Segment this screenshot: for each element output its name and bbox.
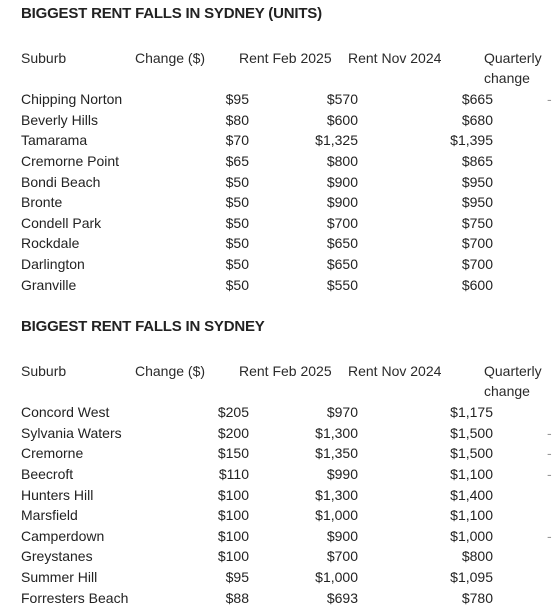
rent-nov-cell: $700 xyxy=(461,256,493,273)
change-cell: $50 xyxy=(225,214,249,231)
rent-nov-cell: $865 xyxy=(461,152,493,169)
change-cell: $150 xyxy=(217,445,249,462)
rent-nov-cell: $1,500 xyxy=(450,445,493,462)
rent-feb-cell: $600 xyxy=(326,111,358,128)
quarterly-change-cell: - xyxy=(547,527,552,544)
change-cell: $50 xyxy=(225,276,249,293)
table-row xyxy=(0,111,560,132)
suburb-cell: Granville xyxy=(21,276,77,293)
change-cell: $200 xyxy=(217,424,249,441)
rent-nov-cell: $680 xyxy=(461,111,493,128)
table-body xyxy=(0,403,560,609)
rent-nov-cell: $1,175 xyxy=(450,404,493,420)
column-header-rent-nov: Rent Nov 2024 xyxy=(348,363,442,379)
quarterly-header-line-1: Quarterly xyxy=(484,50,542,66)
rent-feb-cell: $550 xyxy=(326,276,358,293)
rent-feb-cell: $650 xyxy=(326,235,358,252)
suburb-cell: Bronte xyxy=(21,194,63,211)
rent-feb-cell: $1,000 xyxy=(315,507,358,524)
table-row xyxy=(0,131,560,152)
rent-feb-cell: $1,300 xyxy=(315,424,358,441)
suburb-cell: Forresters Beach xyxy=(21,589,129,606)
change-cell: $95 xyxy=(225,569,249,586)
quarterly-change-cell: - xyxy=(547,465,552,482)
rent-nov-cell: $950 xyxy=(461,194,493,211)
column-header-quarterly-change xyxy=(484,361,542,401)
rent-feb-cell: $700 xyxy=(326,548,358,565)
change-cell: $65 xyxy=(225,152,249,169)
table-row xyxy=(0,465,560,486)
suburb-cell: Camperdown xyxy=(21,527,105,544)
suburb-cell: Concord West xyxy=(21,404,110,420)
quarterly-change-cell: - xyxy=(547,424,552,441)
rent-nov-cell: $600 xyxy=(461,276,493,293)
rent-nov-cell: $1,095 xyxy=(450,569,493,586)
change-cell: $50 xyxy=(225,194,249,211)
rent-feb-cell: $1,300 xyxy=(315,486,358,503)
rent-nov-cell: $1,400 xyxy=(450,486,493,503)
rent-nov-cell: $780 xyxy=(461,589,493,606)
change-cell: $70 xyxy=(225,132,249,149)
rent-feb-cell: $900 xyxy=(326,527,358,544)
table-row xyxy=(0,506,560,527)
rent-feb-cell: $650 xyxy=(326,256,358,273)
rent-feb-cell: $970 xyxy=(326,404,358,420)
table-row xyxy=(0,214,560,235)
suburb-cell: Greystanes xyxy=(21,548,93,565)
table-row xyxy=(0,589,560,609)
column-header-quarterly-change xyxy=(484,48,542,88)
change-cell: $80 xyxy=(225,111,249,128)
suburb-cell: Cremorne xyxy=(21,445,84,462)
suburb-cell: Hunters Hill xyxy=(21,486,94,503)
table-row xyxy=(0,424,560,445)
change-cell: $100 xyxy=(217,486,249,503)
column-header-rent-feb: Rent Feb 2025 xyxy=(239,50,332,66)
suburb-cell: Chipping Norton xyxy=(21,91,123,107)
rent-nov-cell: $1,000 xyxy=(450,527,493,544)
rent-nov-cell: $1,100 xyxy=(450,507,493,524)
table-row xyxy=(0,234,560,255)
rent-feb-cell: $1,000 xyxy=(315,569,358,586)
suburb-cell: Beverly Hills xyxy=(21,111,99,128)
column-header-change: Change ($) xyxy=(135,50,206,66)
rent-feb-cell: $1,350 xyxy=(315,445,358,462)
table-row xyxy=(0,255,560,276)
quarterly-change-cell: - xyxy=(547,91,552,107)
rent-nov-cell: $700 xyxy=(461,235,493,252)
table-row xyxy=(0,568,560,589)
table-row xyxy=(0,193,560,214)
suburb-cell: Rockdale xyxy=(21,235,80,252)
table-row xyxy=(0,486,560,507)
rent-feb-cell: $1,325 xyxy=(315,132,358,149)
change-cell: $205 xyxy=(217,404,249,420)
change-cell: $50 xyxy=(225,173,249,190)
suburb-cell: Summer Hill xyxy=(21,569,98,586)
rent-feb-cell: $900 xyxy=(326,194,358,211)
change-cell: $100 xyxy=(217,548,249,565)
suburb-cell: Condell Park xyxy=(21,214,102,231)
section-heading: BIGGEST RENT FALLS IN SYDNEY xyxy=(21,318,265,335)
quarterly-header-line-2: change xyxy=(484,383,530,399)
table-row xyxy=(0,527,560,548)
table-row xyxy=(0,276,560,297)
quarterly-header-line-2: change xyxy=(484,70,530,86)
rent-nov-cell: $1,395 xyxy=(450,132,493,149)
rent-nov-cell: $950 xyxy=(461,173,493,190)
section-heading: BIGGEST RENT FALLS IN SYDNEY (UNITS) xyxy=(21,5,322,22)
change-cell: $100 xyxy=(217,527,249,544)
rent-nov-cell: $1,500 xyxy=(450,424,493,441)
rent-nov-cell: $750 xyxy=(461,214,493,231)
quarterly-header-line-1: Quarterly xyxy=(484,363,542,379)
suburb-cell: Cremorne Point xyxy=(21,152,120,169)
suburb-cell: Darlington xyxy=(21,256,85,273)
rent-feb-cell: $800 xyxy=(326,152,358,169)
suburb-cell: Marsfield xyxy=(21,507,78,524)
rent-feb-cell: $900 xyxy=(326,173,358,190)
table-row xyxy=(0,90,560,111)
change-cell: $50 xyxy=(225,256,249,273)
column-header-change: Change ($) xyxy=(135,363,206,379)
column-header-suburb: Suburb xyxy=(21,50,67,66)
suburb-cell: Sylvania Waters xyxy=(21,424,122,441)
rent-feb-cell: $990 xyxy=(326,465,358,482)
rent-nov-cell: $665 xyxy=(461,91,493,107)
column-header-rent-nov: Rent Nov 2024 xyxy=(348,50,442,66)
suburb-cell: Beecroft xyxy=(21,465,74,482)
quarterly-change-cell: - xyxy=(547,445,552,462)
rent-feb-cell: $570 xyxy=(326,91,358,107)
change-cell: $88 xyxy=(225,589,249,606)
rent-nov-cell: $800 xyxy=(461,548,493,565)
rent-feb-cell: $700 xyxy=(326,214,358,231)
change-cell: $50 xyxy=(225,235,249,252)
suburb-cell: Tamarama xyxy=(21,132,88,149)
table-row xyxy=(0,173,560,194)
change-cell: $100 xyxy=(217,507,249,524)
rent-feb-cell: $693 xyxy=(326,589,358,606)
table-row xyxy=(0,444,560,465)
rent-nov-cell: $1,100 xyxy=(450,465,493,482)
change-cell: $110 xyxy=(218,465,249,482)
table-row xyxy=(0,403,560,424)
suburb-cell: Bondi Beach xyxy=(21,173,101,190)
column-header-suburb: Suburb xyxy=(21,363,67,379)
table-row xyxy=(0,547,560,568)
column-header-rent-feb: Rent Feb 2025 xyxy=(239,363,332,379)
change-cell: $95 xyxy=(225,91,249,107)
table-row xyxy=(0,152,560,173)
table-body xyxy=(0,90,560,296)
